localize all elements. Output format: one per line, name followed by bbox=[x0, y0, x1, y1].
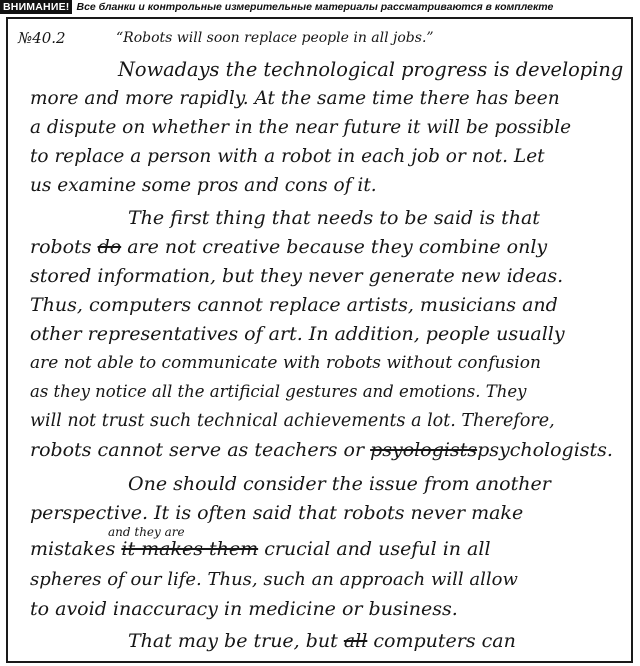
essay-topic: “Robots will soon replace people in all jobs.” bbox=[116, 30, 434, 46]
essay-line bbox=[128, 628, 516, 654]
essay-line: to replace a person with a robot in each job or not. Let bbox=[30, 146, 545, 167]
warning-text: Все бланки и контрольные измерительные материалы рассматриваются в комплекте bbox=[76, 1, 554, 13]
answer-sheet bbox=[6, 17, 633, 663]
essay-word: psychologists. bbox=[477, 439, 613, 461]
essay-line: Thus, computers cannot replace artists, musicians and bbox=[30, 294, 558, 316]
essay-line: us examine some pros and cons of it. bbox=[30, 175, 377, 196]
essay-line: stored information, but they never generate new ideas. bbox=[30, 265, 564, 287]
essay-line: Nowadays the technological progress is developing bbox=[118, 58, 624, 81]
essay-word: computers can bbox=[373, 630, 516, 652]
essay-word: are not creative because they combine only bbox=[127, 236, 548, 258]
essay-word: robots cannot serve as teachers or bbox=[30, 439, 365, 461]
crossed-out-words: it makes them bbox=[121, 538, 259, 560]
warning-header bbox=[0, 0, 640, 14]
essay-line bbox=[30, 536, 491, 562]
crossed-out-word: do bbox=[97, 236, 122, 258]
essay-line: One should consider the issue from another bbox=[128, 473, 551, 495]
essay-word: robots bbox=[30, 236, 92, 258]
essay-line: to avoid inaccuracy in medicine or business. bbox=[30, 598, 458, 620]
essay-line bbox=[30, 234, 547, 260]
essay-word: crucial and useful in all bbox=[264, 538, 491, 560]
essay-line: spheres of our life. Thus, such an approach will allow bbox=[30, 569, 518, 590]
task-number: №40.2 bbox=[18, 29, 66, 47]
essay-line: as they notice all the artificial gestures and emotions. They bbox=[30, 382, 527, 401]
essay-line: a dispute on whether in the near future it will be possible bbox=[30, 117, 572, 138]
essay-line: perspective. It is often said that robots never make bbox=[30, 502, 524, 524]
crossed-out-word: psyologists bbox=[370, 439, 478, 461]
warning-badge: ВНИМАНИЕ! bbox=[0, 0, 72, 14]
essay-line bbox=[30, 437, 613, 463]
essay-line: will not trust such technical achievements a lot. Therefore, bbox=[30, 411, 555, 431]
inserted-text: and they are bbox=[108, 525, 185, 539]
crossed-out-word: all bbox=[343, 630, 368, 652]
essay-word: mistakes bbox=[30, 538, 116, 560]
essay-line: other representatives of art. In addition, people usually bbox=[30, 323, 565, 345]
essay-line: are not able to communicate with robots without confusion bbox=[30, 353, 541, 373]
essay-line: The first thing that needs to be said is that bbox=[128, 207, 540, 229]
essay-word: That may be true, but bbox=[128, 630, 338, 652]
essay-line: more and more rapidly. At the same time there has been bbox=[30, 88, 560, 109]
